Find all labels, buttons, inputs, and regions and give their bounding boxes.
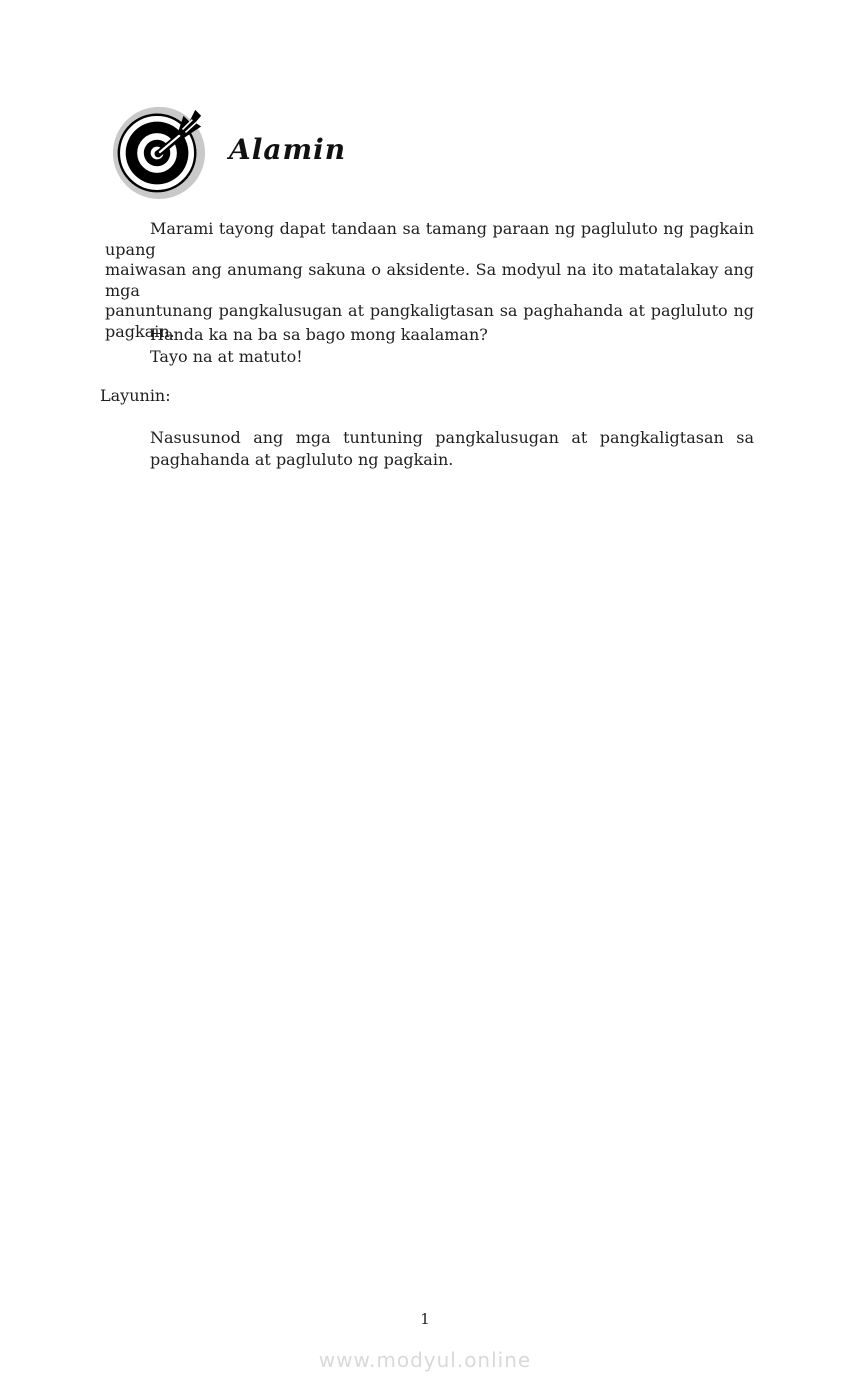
section-title: Alamin <box>229 133 347 166</box>
paragraph-line: panuntunang pangkalusugan at pangkaligtasan sa paghahanda at pagluluto ng <box>105 301 754 321</box>
motivation-call: Tayo na at matuto! <box>150 346 303 366</box>
paragraph-line: Marami tayong dapat tandaan sa tamang paraan ng pagluluto ng pagkain upang <box>105 219 754 259</box>
paragraph-line: pagkain. <box>105 321 175 341</box>
objective-paragraph <box>150 427 754 470</box>
watermark-text: www.modyul.online <box>318 1348 532 1372</box>
objective-heading: Layunin: <box>100 386 171 405</box>
page-number: 1 <box>420 1310 430 1328</box>
paragraph-line: maiwasan ang anumang sakuna o aksidente. Sa modyul na ito matatalakay ang mga <box>105 260 754 300</box>
paragraph-line: paghahanda at pagluluto ng pagkain. <box>150 449 454 469</box>
motivation-question: Handa ka na ba sa bago mong kaalaman? <box>150 325 488 344</box>
motivation-lines <box>150 324 760 367</box>
bullseye-target-icon <box>110 103 208 201</box>
paragraph-line: Nasusunod ang mga tuntuning pangkalusugan at pangkaligtasan sa <box>150 428 754 447</box>
bullseye-target-graphic <box>110 103 208 201</box>
